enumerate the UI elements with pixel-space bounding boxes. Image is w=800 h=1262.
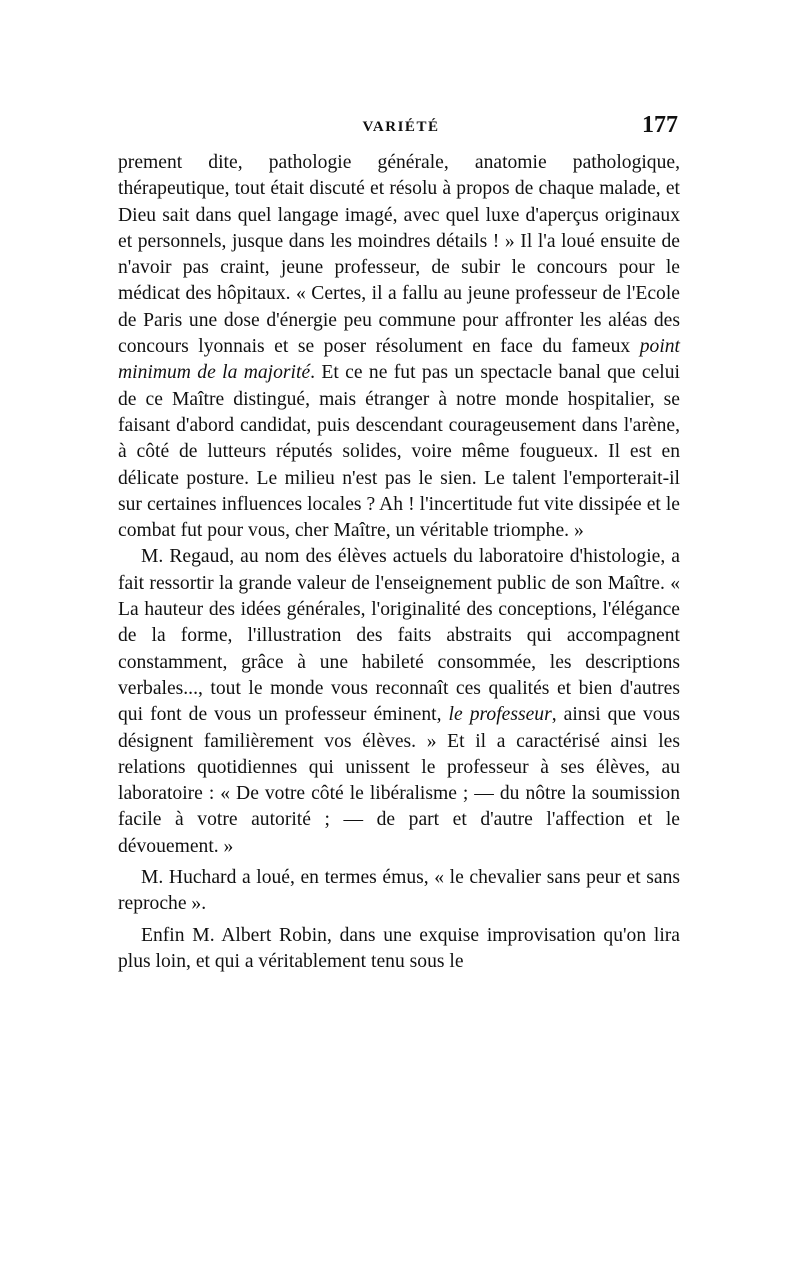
text-run: M. Huchard a loué, en termes émus, « le chevalier sans peur et sans reproche ». [118, 867, 680, 915]
running-title: VARIÉTÉ [362, 119, 440, 135]
italic-phrase: le professeur [448, 704, 552, 726]
text-run: . Et ce ne fut pas un spectacle banal que celui de ce Maître distingué, mais étranger à notre monde hospitalier, se faisant d'abord candidat, puis descendant courageusement dans l'arène, à côté de lutteurs réputés solides, voire même fougueux. Il est en délicate posture. Le milieu n'est pas le sien. Le talent l'emporterait-il sur certaines influences locales ? Ah ! l'incertitude fut vite dissipée et le combat fut pour vous, cher Maître, un véritable triomphe. » [118, 362, 680, 542]
text-run: prement dite, pathologie générale, anatomie pathologique, thérapeutique, tout était discuté et résolu à propos de chaque malade, et Dieu sait dans quel langage imagé, avec quel luxe d'aperçus originaux et personnels, jusque dans les moindres détails ! » Il l'a loué ensuite de n'avoir pas craint, jeune professeur, de subir le concours pour le médicat des hôpitaux. « Certes, il a fallu au jeune professeur de l'Ecole de Paris une dose d'énergie peu commune pour affronter les aléas des concours lyonnais et se poser résolument en face du fameux [118, 152, 680, 358]
running-head [118, 112, 680, 146]
body-text [118, 150, 680, 975]
text-run: M. Regaud, au nom des élèves actuels du laboratoire d'histologie, a fait ressortir la grande valeur de l'enseignement public de son Maître. « La hauteur des idées générales, l'originalité des conceptions, l'élégance de la forme, l'illustration des faits abstraits qui accompagnent constamment, grâce à une habileté consommée, les descriptions verbales..., tout le monde vous reconnaît ces qualités et bien d'autres qui font de vous un professeur éminent, [118, 546, 680, 726]
page-number: 177 [642, 112, 678, 138]
text-run: , ainsi que vous désignent familièrement vos élèves. » Et il a caractérisé ainsi les relations quotidiennes qui unissent le professeur à ses élèves, au laboratoire : « De votre côté le libéralisme ; — du nôtre la soumission facile à votre autorité ; — de part et d'autre l'affection et le dévouement. » [118, 704, 680, 857]
paragraph [118, 923, 680, 976]
paragraph [118, 150, 680, 544]
italic-phrase: point minimum de la majorité [118, 336, 680, 384]
paragraph [118, 544, 680, 860]
paragraph [118, 865, 680, 918]
text-run: Enfin M. Albert Robin, dans une exquise improvisation qu'on lira plus loin, et qui a véritablement tenu sous le [118, 924, 680, 972]
